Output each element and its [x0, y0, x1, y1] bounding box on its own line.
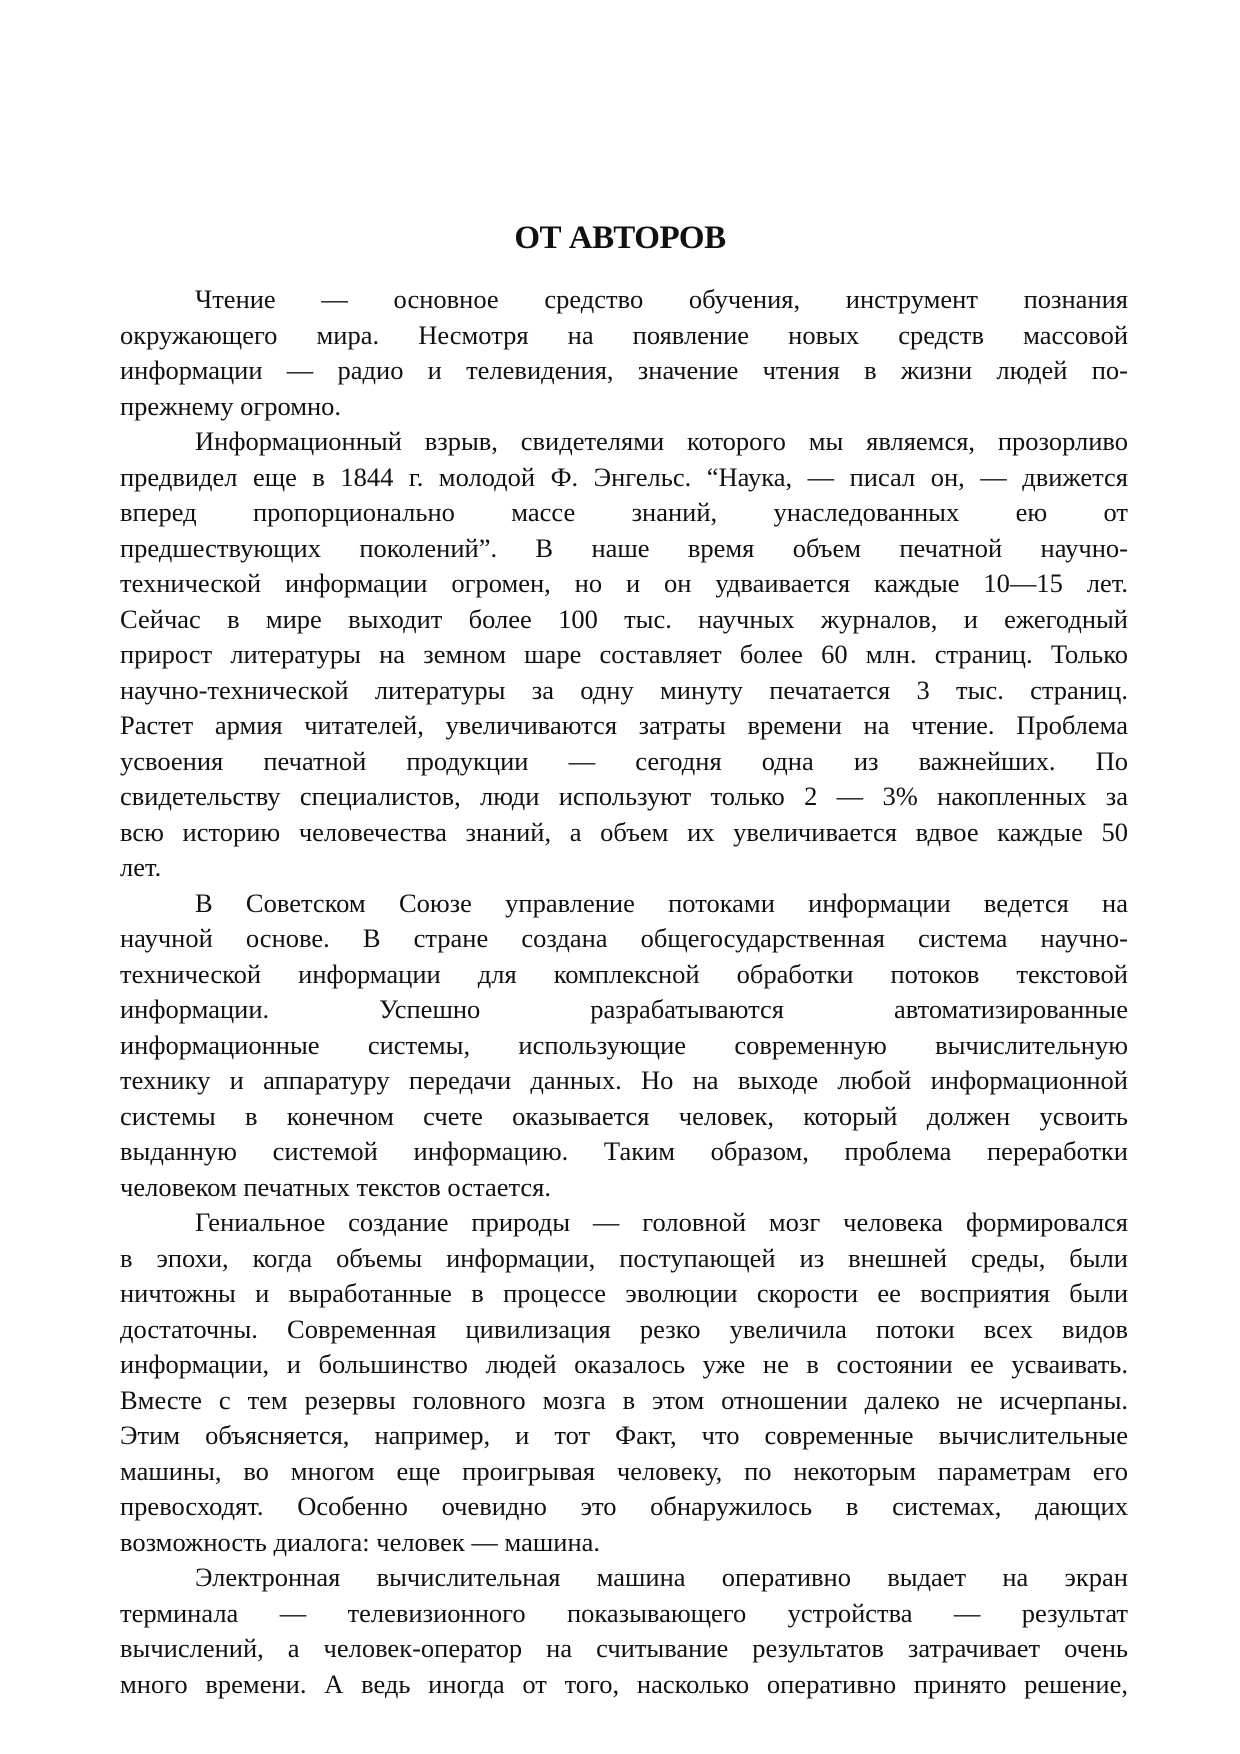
text-line: прежнему огромно.	[120, 390, 342, 421]
text-line: Информационный взрыв, свидетелями которого мы являемся, прозорливо	[195, 426, 1128, 456]
text-line: много времени. А ведь иногда от того, насколько оперативно принято решение,	[120, 1668, 1128, 1699]
text-line: возможность диалога: человек — машина.	[120, 1526, 601, 1557]
text-line: В Советском Союзе управление потоками информации ведется на	[195, 887, 1128, 918]
text-line: вперед пропорционально массе знаний, унаследованных ею от	[120, 497, 1128, 527]
text-line: Этим объясняется, например, и тот Факт, что современные вычислительные	[120, 1420, 1128, 1450]
text-line: предшествующих поколений”. В наше время объем печатной научно-	[120, 532, 1128, 563]
text-line: человеком печатных текстов остается.	[120, 1171, 552, 1202]
text-line: системы в конечном счете оказывается человек, который должен усвоить	[120, 1100, 1128, 1131]
page-title: ОТ АВТОРОВ	[514, 220, 726, 257]
text-line: усвоения печатной продукции — сегодня одна из важнейших. По	[120, 745, 1128, 776]
text-line: свидетельству специалистов, люди используют только 2 — 3% накопленных за	[120, 781, 1128, 811]
text-line: прирост литературы на земном шаре составляет более 60 млн. страниц. Только	[120, 639, 1128, 669]
text-line: достаточны. Современная цивилизация резко увеличила потоки всех видов	[120, 1313, 1128, 1344]
text-line: технику и аппаратуру передачи данных. Но на выходе любой информационной	[120, 1065, 1128, 1095]
text-line: Гениальное создание природы — головной мозг человека формировался	[195, 1207, 1128, 1237]
text-line: Сейчас в мире выходит более 100 тыс. научных журналов, и ежегодный	[120, 603, 1128, 634]
text-line: Вместе с тем резервы головного мозга в этом отношении далеко не исчерпаны.	[120, 1384, 1128, 1415]
text-line: выданную системой информацию. Таким образом, проблема переработки	[120, 1136, 1128, 1166]
paragraph	[120, 1205, 1128, 1560]
paragraph	[120, 1560, 1128, 1702]
text-line: терминала — телевизионного показывающего устройства — результат	[120, 1597, 1128, 1628]
text-line: вычислений, а человек-оператор на считывание результатов затрачивает очень	[120, 1633, 1128, 1663]
text-line: машины, во многом еще проигрывая человеку, по некоторым параметрам его	[120, 1455, 1128, 1486]
text-line: Чтение — основное средство обучения, инструмент познания	[195, 284, 1128, 314]
text-line: технической информации огромен, но и он удваивается каждые 10—15 лет.	[120, 568, 1128, 598]
text-line: информации, и большинство людей оказалось уже не в состоянии ее усваивать.	[120, 1349, 1128, 1379]
paragraph	[120, 282, 1128, 424]
text-line: окружающего мира. Несмотря на появление новых средств массовой	[120, 319, 1128, 350]
text-line: Электронная вычислительная машина оперативно выдает на экран	[195, 1562, 1128, 1592]
paragraph	[120, 886, 1128, 1206]
paragraph	[120, 424, 1128, 886]
text-line: научно-технической литературы за одну минуту печатается 3 тыс. страниц.	[120, 674, 1128, 705]
text-line: ничтожны и выработанные в процессе эволюции скорости ее восприятия были	[120, 1278, 1128, 1308]
text-line: информации — радио и телевидения, значение чтения в жизни людей по-	[120, 355, 1128, 385]
text-line: в эпохи, когда объемы информации, поступающей из внешней среды, были	[120, 1242, 1128, 1273]
text-line: научной основе. В стране создана общегосударственная система научно-	[120, 923, 1128, 953]
text-line: информационные системы, использующие современную вычислительную	[120, 1029, 1128, 1060]
text-line: предвидел еще в 1844 г. молодой Ф. Энгельс. “Наука, — писал он, — движется	[120, 461, 1128, 492]
text-line: лет.	[120, 852, 162, 882]
text-line: Растет армия читателей, увеличиваются затраты времени на чтение. Проблема	[120, 710, 1128, 740]
text-line: превосходят. Особенно очевидно это обнаружилось в системах, дающих	[120, 1491, 1128, 1521]
document-body	[120, 282, 1128, 1702]
text-line: технической информации для комплексной обработки потоков текстовой	[120, 958, 1128, 989]
text-line: информации. Успешно разрабатываются автоматизированные	[120, 994, 1128, 1024]
text-line: всю историю человечества знаний, а объем их увеличивается вдвое каждые 50	[120, 816, 1128, 847]
